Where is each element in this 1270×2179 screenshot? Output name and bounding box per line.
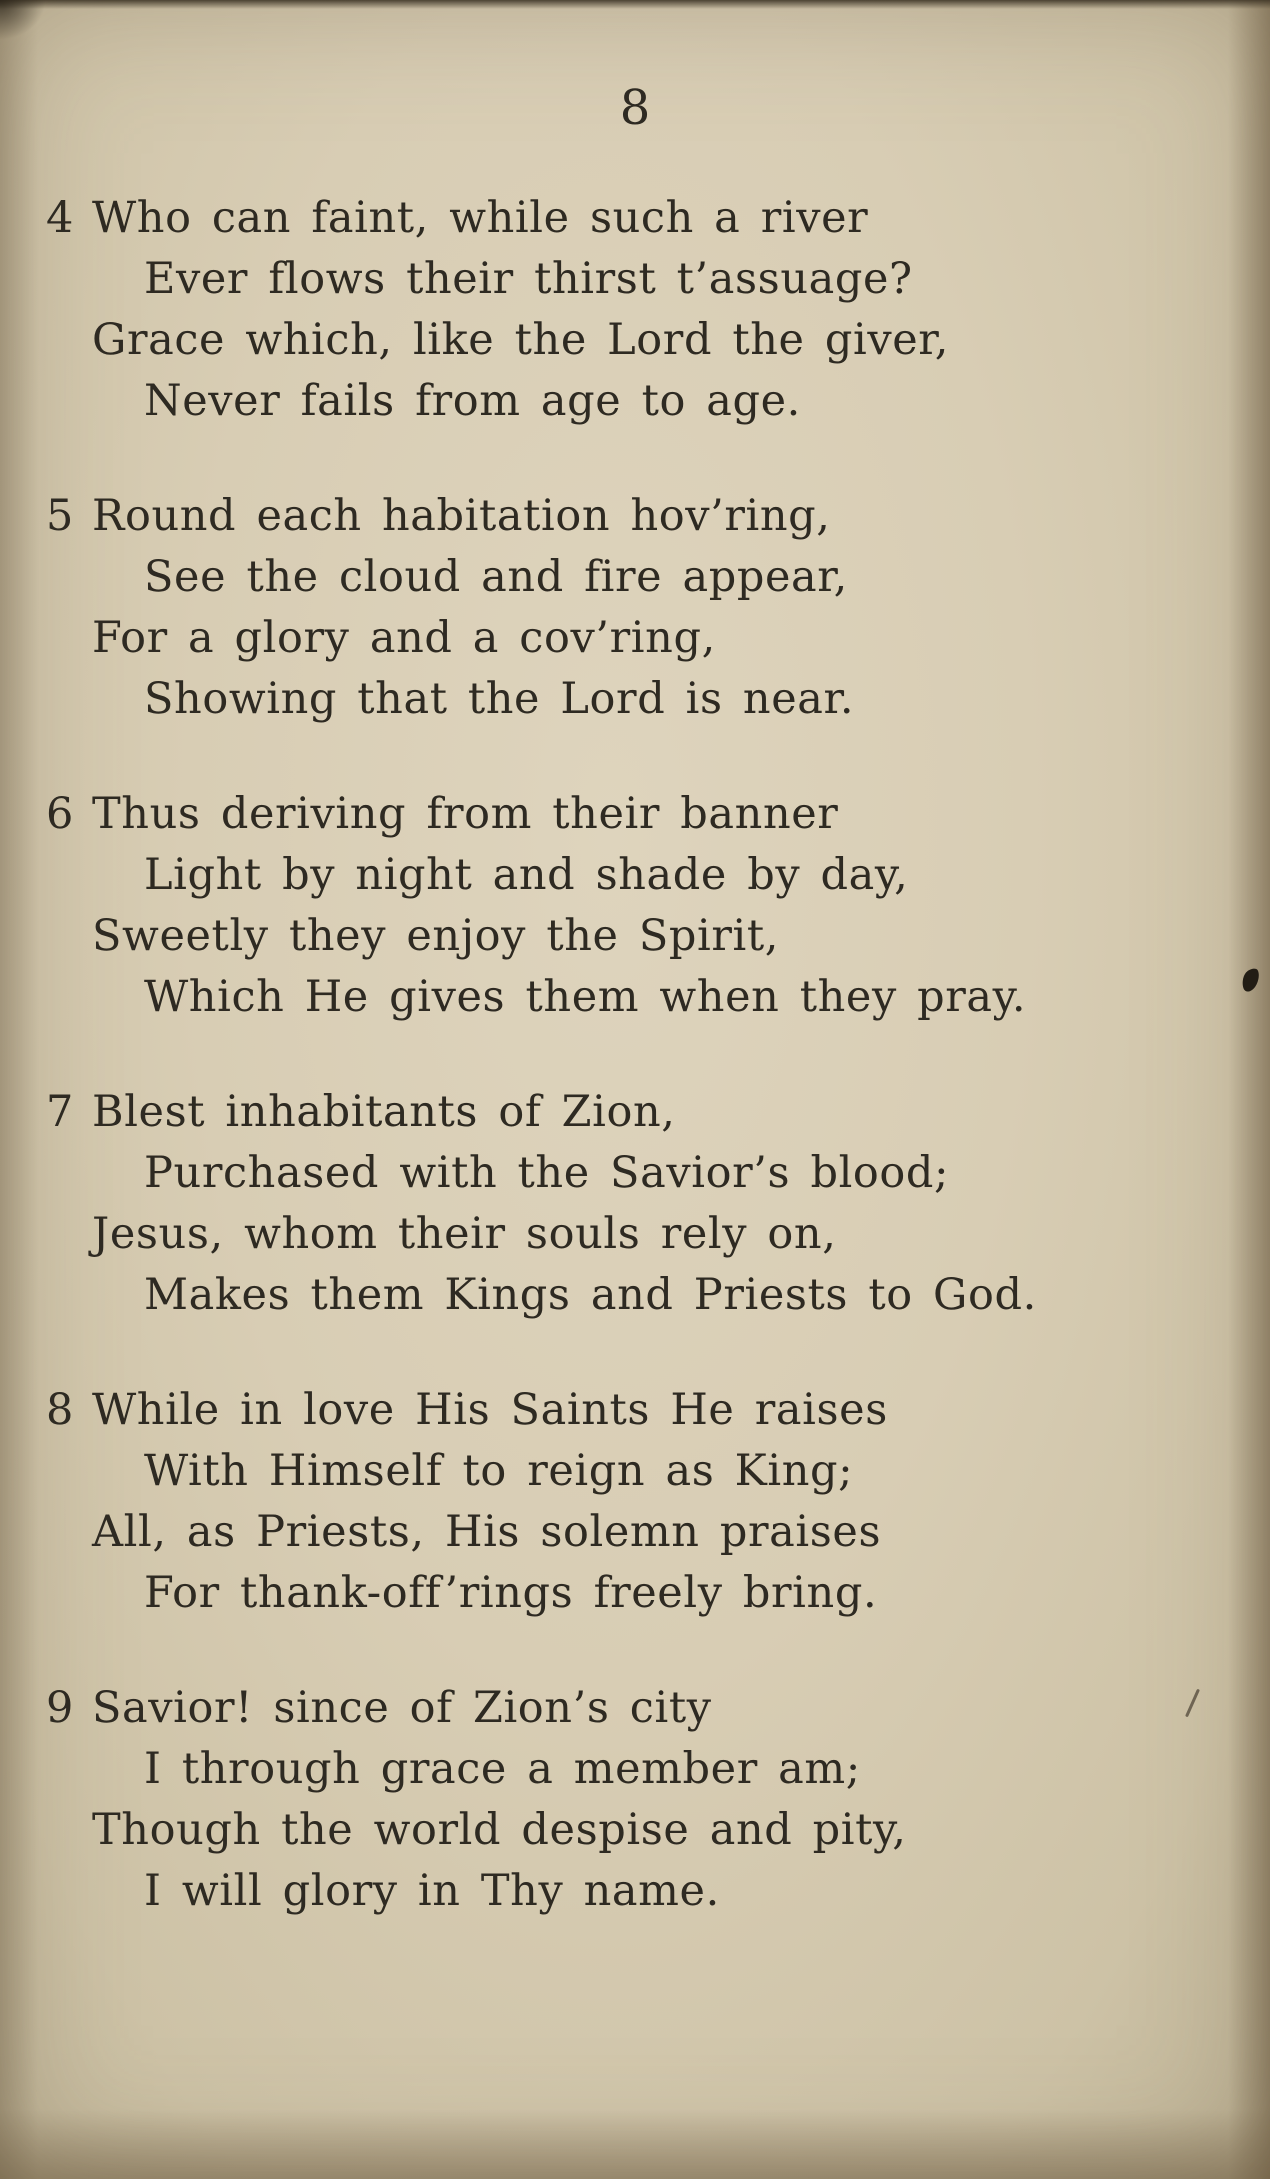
verse-line: For thank-off’rings freely bring. bbox=[144, 1568, 878, 1618]
verse-line: Never fails from age to age. bbox=[144, 376, 801, 426]
hymn-verse bbox=[46, 784, 1200, 1028]
verse-number: 6 bbox=[46, 789, 74, 839]
verse-number: 4 bbox=[46, 193, 74, 243]
verse-line: All, as Priests, His solemn praises bbox=[92, 1507, 882, 1557]
hymn-verse bbox=[46, 1082, 1200, 1326]
verse-number: 5 bbox=[46, 491, 74, 541]
verse-line: With Himself to reign as King; bbox=[144, 1446, 854, 1496]
verse-line: Light by night and shade by day, bbox=[144, 850, 909, 900]
verse-lines bbox=[92, 1082, 1200, 1326]
verse-number: 7 bbox=[46, 1087, 74, 1137]
verse-line: Sweetly they enjoy the Spirit, bbox=[92, 911, 780, 961]
verse-lines bbox=[92, 1678, 1200, 1922]
page-number: 8 bbox=[619, 80, 651, 136]
verse-line: I through grace a member am; bbox=[144, 1744, 861, 1794]
hymn-verse bbox=[46, 486, 1200, 730]
verse-line: Savior! since of Zion’s city bbox=[92, 1683, 712, 1733]
verse-lines bbox=[92, 1380, 1200, 1624]
verse-line: Though the world despise and pity, bbox=[92, 1805, 907, 1855]
hymn-verse bbox=[46, 188, 1200, 432]
verse-lines bbox=[92, 784, 1200, 1028]
verse-number: 8 bbox=[46, 1385, 74, 1435]
verse-number: 9 bbox=[46, 1683, 74, 1733]
verse-line: Jesus, whom their souls rely on, bbox=[92, 1209, 837, 1259]
verse-line: Grace which, like the Lord the giver, bbox=[92, 315, 949, 365]
hymn-verse bbox=[46, 1380, 1200, 1624]
verse-line: Which He gives them when they pray. bbox=[144, 972, 1027, 1022]
verse-line: Round each habitation hov’ring, bbox=[92, 491, 831, 541]
hymn-verse bbox=[46, 1678, 1200, 1922]
verse-line: Who can faint, while such a river bbox=[92, 193, 869, 243]
corner-shadow bbox=[0, 0, 46, 40]
verse-line: I will glory in Thy name. bbox=[144, 1866, 720, 1916]
verse-lines bbox=[92, 486, 1200, 730]
verse-line: Purchased with the Savior’s blood; bbox=[144, 1148, 950, 1198]
verse-line: Ever flows their thirst t’assuage? bbox=[144, 254, 913, 304]
verse-lines bbox=[92, 188, 1200, 432]
verse-line: Thus deriving from their banner bbox=[92, 789, 839, 839]
hymn-text bbox=[0, 132, 1270, 1922]
verse-line: Showing that the Lord is near. bbox=[144, 674, 855, 724]
verse-line: Blest inhabitants of Zion, bbox=[92, 1087, 676, 1137]
verse-line: While in love His Saints He raises bbox=[92, 1385, 888, 1435]
verse-line: For a glory and a cov’ring, bbox=[92, 613, 716, 663]
verse-line: See the cloud and fire appear, bbox=[144, 552, 848, 602]
verse-line: Makes them Kings and Priests to God. bbox=[144, 1270, 1037, 1320]
